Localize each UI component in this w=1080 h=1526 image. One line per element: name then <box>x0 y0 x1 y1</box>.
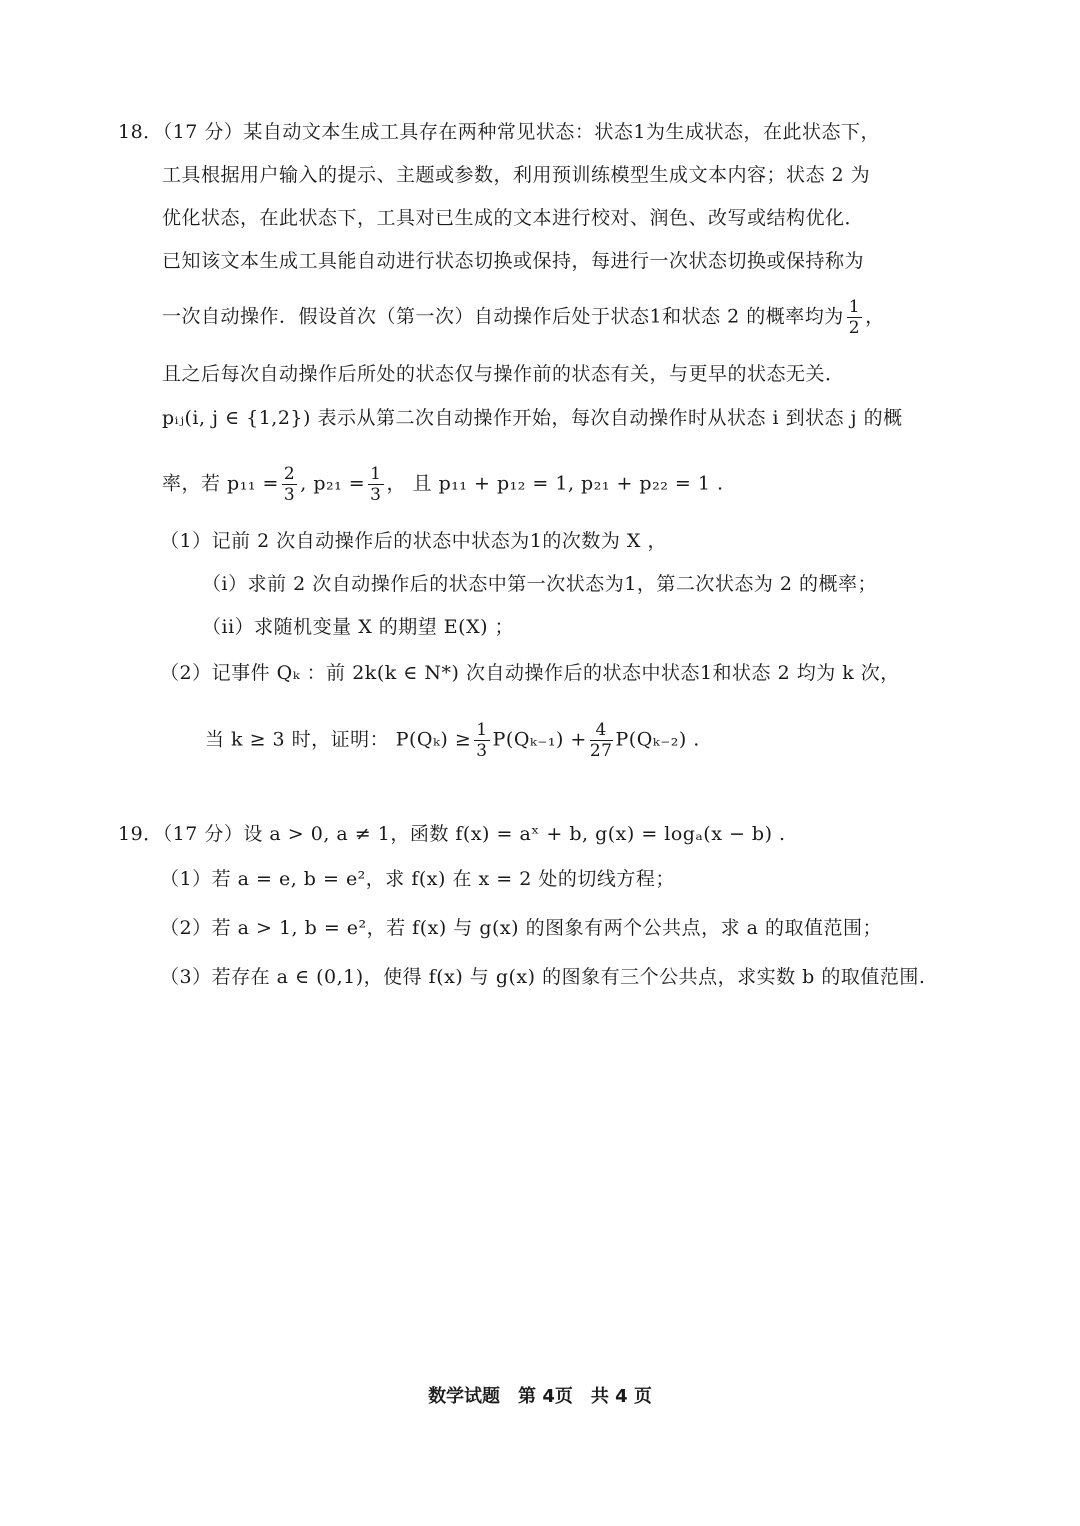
inequality-right: P(Qₖ₋₂) . <box>615 728 700 751</box>
fraction-numerator: 4 <box>590 720 613 741</box>
fraction-four-27ths <box>590 720 613 761</box>
q18-line-3: 优化状态，在此状态下，工具对已生成的文本进行校对、润色、改写或结构优化． <box>162 207 865 229</box>
fraction-numerator: 1 <box>370 464 382 484</box>
q18-line-7: pᵢⱼ(i, j ∈ {1,2}) 表示从第二次自动操作开始，每次自动操作时从状态 i 到状态 j 的概 <box>162 407 903 429</box>
fraction-denominator: 27 <box>589 741 613 761</box>
fraction-one-third <box>368 464 383 505</box>
fraction-numerator: 2 <box>283 464 296 484</box>
q18-part-2: （2）记事件 Qₖ ：前 2k(k ∈ N*) 次自动操作后的状态中状态1和状态 2 均为 k 次， <box>160 662 900 684</box>
fraction-one-half <box>847 297 862 338</box>
q18-line-1: 18．（17 分）某自动文本生成工具存在两种常见状态：状态1为生成状态，在此状态下， <box>118 121 880 143</box>
page-footer: 数学试题 第 4页 共 4 页 <box>428 1386 652 1407</box>
q18-line-5 <box>162 297 885 338</box>
q18-line-2: 工具根据用户输入的提示、主题或参数，利用预训练模型生成文本内容；状态 2 为 <box>162 164 871 186</box>
q18-part-1-ii: （ii）求随机变量 X 的期望 E(X) ； <box>202 616 515 638</box>
q18-part-1-i: （i）求前 2 次自动操作后的状态中第一次状态为1，第二次状态为 2 的概率； <box>202 573 878 595</box>
inequality-middle: P(Qₖ₋₁) + <box>492 728 587 751</box>
q19-part-1: （1）若 a = e, b = e²，求 f(x) 在 x = 2 处的切线方程； <box>160 868 675 890</box>
q18-line-6: 且之后每次自动操作后所处的状态仅与操作前的状态有关，与更早的状态无关． <box>162 363 845 385</box>
q18-part-1: （1）记前 2 次自动操作后的状态中状态为1的次数为 X ， <box>160 530 667 552</box>
q18-line-4: 已知该文本生成工具能自动进行状态切换或保持，每进行一次状态切换或保持称为 <box>162 250 865 272</box>
q18-line-5-text: 一次自动操作．假设首次（第一次）自动操作后处于状态1和状态 2 的概率均为 <box>162 305 844 328</box>
fraction-one-third-b <box>474 720 489 761</box>
fraction-denominator: 3 <box>476 741 488 761</box>
q19-part-3: （3）若存在 a ∈ (0,1)，使得 f(x) 与 g(x) 的图象有三个公共点，求实数 b 的取值范围. <box>160 966 926 988</box>
fraction-numerator: 1 <box>476 720 488 740</box>
q18-line-8-b: , p₂₁ = <box>300 472 366 495</box>
q19-part-2: （2）若 a > 1, b = e²，若 f(x) 与 g(x) 的图象有两个公共点，求 a 的取值范围； <box>160 917 882 939</box>
q18-part-2-inequality <box>205 720 700 761</box>
fraction-denominator: 2 <box>848 318 861 338</box>
q19-line-1: 19．（17 分）设 a > 0, a ≠ 1，函数 f(x) = aˣ + b, g(x) = logₐ(x − b) . <box>118 823 786 845</box>
inequality-left: 当 k ≥ 3 时，证明： P(Qₖ) ≥ <box>205 728 472 751</box>
q18-line-8-a: 率，若 p₁₁ = <box>162 472 279 495</box>
fraction-denominator: 3 <box>370 485 382 505</box>
fraction-two-thirds <box>282 464 297 505</box>
fraction-denominator: 3 <box>283 485 296 505</box>
fraction-numerator: 1 <box>848 297 861 317</box>
q18-line-8 <box>162 464 724 505</box>
q18-line-5-end: ， <box>865 305 885 328</box>
q18-line-8-c: ， 且 p₁₁ + p₁₂ = 1, p₂₁ + p₂₂ = 1 . <box>386 472 724 495</box>
